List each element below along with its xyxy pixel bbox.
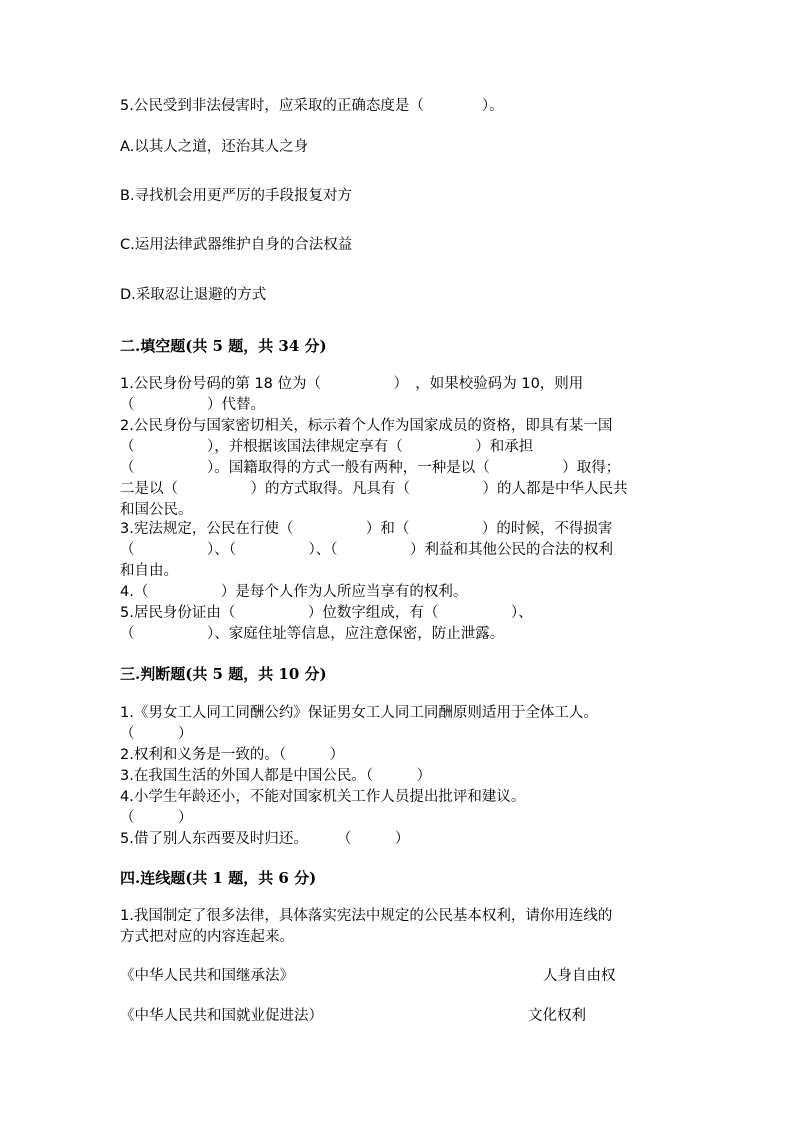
match-left-item: 《中华人民共和国就业促进法）	[120, 1008, 323, 1024]
fill-line: 二是以（ ）的方式取得。凡具有（ ）的人都是中华人民共	[120, 481, 628, 497]
option-b: B.寻找机会用更严厉的手段报复对方	[120, 188, 353, 204]
fill-line: （ ）、（ ）、（ ）利益和其他公民的合法的权利	[120, 542, 613, 558]
match-question-line: 1.我国制定了很多法律，具体落实宪法中规定的公民基本权利，请你用连线的	[120, 908, 613, 924]
fill-line: （ ）。国籍取得的方式一般有两种，一种是以（ ）取得；	[120, 460, 621, 476]
match-right-item: 人身自由权	[543, 968, 616, 984]
match-right-item: 文化权利	[528, 1008, 586, 1024]
judge-line: 1.《男女工人同工同酬公约》保证男女工人同工同酬原则适用于全体工人。	[120, 705, 598, 721]
match-left-item: 《中华人民共和国继承法》	[120, 968, 294, 984]
section-4-heading: 四.连线题(共 1 题，共 6 分)	[120, 869, 317, 887]
fill-line: （ ），并根据该国法律规定享有（ ）和承担	[120, 439, 534, 455]
fill-line: 4.（ ）是每个人作为人所应当享有的权利。	[120, 584, 468, 600]
fill-line: （ ）代替。	[120, 397, 265, 413]
section-3-heading: 三.判断题(共 5 题，共 10 分)	[120, 665, 327, 683]
option-c: C.运用法律武器维护自身的合法权益	[120, 237, 353, 253]
fill-line: 1.公民身份号码的第 18 位为（ ） ，如果校验码为 10，则用	[120, 376, 584, 392]
fill-line: 5.居民身份证由（ ）位数字组成，有（ ）、	[120, 605, 533, 621]
judge-line: 5.借了别人东西要及时归还。 （ ）	[120, 831, 410, 847]
judge-line: （ ）	[120, 810, 193, 826]
option-a: A.以其人之道，还治其人之身	[120, 139, 309, 155]
judge-line: 3.在我国生活的外国人都是中国公民。（ ）	[120, 768, 432, 784]
fill-line: 和国公民。	[120, 502, 193, 518]
section-2-heading: 二.填空题(共 5 题，共 34 分)	[120, 337, 327, 355]
fill-line: 和自由。	[120, 563, 178, 579]
judge-line: 2.权利和义务是一致的。（ ）	[120, 747, 345, 763]
fill-line: 3.宪法规定，公民在行使（ ）和（ ）的时候，不得损害	[120, 521, 613, 537]
match-question-line: 方式把对应的内容连起来。	[120, 929, 294, 945]
option-d: D.采取忍让退避的方式	[120, 287, 267, 303]
fill-line: （ ）、家庭住址等信息，应注意保密，防止泄露。	[120, 626, 505, 642]
judge-line: 4.小学生年龄还小，不能对国家机关工作人员提出批评和建议。	[120, 789, 526, 805]
fill-line: 2.公民身份与国家密切相关，标示着个人作为国家成员的资格，即具有某一国	[120, 418, 613, 434]
judge-line: （ ）	[120, 726, 193, 742]
question-5-stem: 5.公民受到非法侵害时，应采取的正确态度是（ ）。	[120, 98, 504, 114]
